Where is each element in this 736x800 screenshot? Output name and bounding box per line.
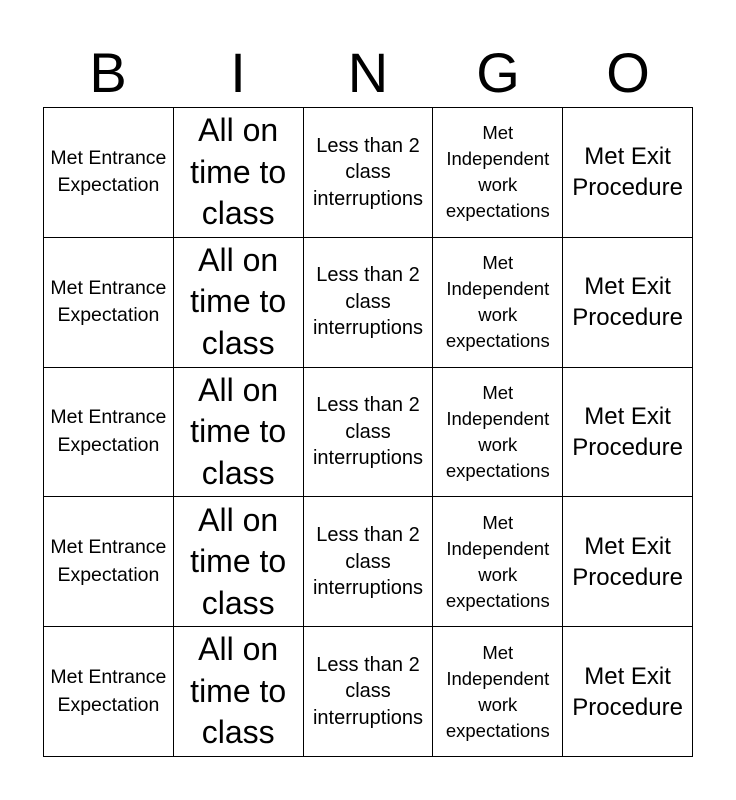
header-letter-i: I — [230, 41, 246, 104]
bingo-cell[interactable] — [563, 497, 693, 627]
cell-text: Met Independent work expectations — [445, 381, 550, 481]
cell-text: Met Entrance Expectation — [50, 666, 167, 716]
bingo-cell[interactable] — [304, 368, 434, 498]
bingo-cell[interactable] — [563, 368, 693, 498]
bingo-cell[interactable] — [433, 627, 563, 757]
cell-text: Less than 2 class interruptions — [312, 264, 424, 340]
bingo-cell[interactable] — [304, 627, 434, 757]
cell-text: Met Exit Procedure — [572, 143, 683, 202]
cell-text: All on time to class — [190, 112, 287, 232]
cell-text: Met Entrance Expectation — [50, 276, 167, 327]
cell-text: Met Entrance Expectation — [50, 536, 167, 586]
bingo-cell[interactable] — [563, 238, 693, 368]
cell-text: Less than 2 class interruptions — [312, 134, 424, 210]
cell-text: Met Independent work expectations — [445, 252, 550, 352]
bingo-header — [43, 40, 693, 106]
cell-text: Met Exit Procedure — [572, 532, 683, 591]
cell-text: Met Independent work expectations — [445, 122, 550, 222]
bingo-cell[interactable] — [304, 497, 434, 627]
bingo-cell[interactable] — [433, 497, 563, 627]
bingo-cell[interactable] — [44, 368, 174, 498]
cell-text: Met Independent work expectations — [445, 511, 550, 611]
header-letter-o: O — [606, 41, 650, 104]
bingo-cell[interactable] — [563, 108, 693, 238]
bingo-cell[interactable] — [433, 368, 563, 498]
cell-text: Less than 2 class interruptions — [312, 653, 424, 729]
cell-text: Less than 2 class interruptions — [312, 524, 424, 600]
bingo-cell[interactable] — [304, 108, 434, 238]
cell-text: All on time to class — [190, 371, 287, 491]
cell-text: Met Exit Procedure — [572, 402, 683, 461]
header-letter-b: B — [89, 41, 127, 104]
cell-text: Met Exit Procedure — [572, 273, 683, 332]
cell-text: All on time to class — [190, 241, 287, 361]
bingo-cell[interactable] — [174, 108, 304, 238]
cell-text: Met Entrance Expectation — [50, 406, 167, 456]
bingo-cell[interactable] — [433, 108, 563, 238]
cell-text: All on time to class — [190, 631, 287, 751]
bingo-cell[interactable] — [44, 108, 174, 238]
bingo-cell[interactable] — [44, 238, 174, 368]
cell-text: All on time to class — [190, 501, 287, 621]
header-letter-g: G — [476, 41, 520, 104]
bingo-cell[interactable] — [304, 238, 434, 368]
bingo-cell[interactable] — [433, 238, 563, 368]
header-letter-n: N — [347, 41, 389, 104]
bingo-cell[interactable] — [174, 497, 304, 627]
cell-text: Met Entrance Expectation — [50, 146, 167, 197]
cell-text: Met Independent work expectations — [445, 641, 550, 741]
bingo-cell[interactable] — [44, 627, 174, 757]
bingo-cell[interactable] — [174, 238, 304, 368]
bingo-cell[interactable] — [174, 368, 304, 498]
bingo-cell[interactable] — [44, 497, 174, 627]
cell-text: Less than 2 class interruptions — [312, 394, 424, 470]
bingo-cell[interactable] — [174, 627, 304, 757]
cell-text: Met Exit Procedure — [572, 662, 683, 721]
bingo-cell[interactable] — [563, 627, 693, 757]
bingo-grid — [43, 107, 693, 757]
